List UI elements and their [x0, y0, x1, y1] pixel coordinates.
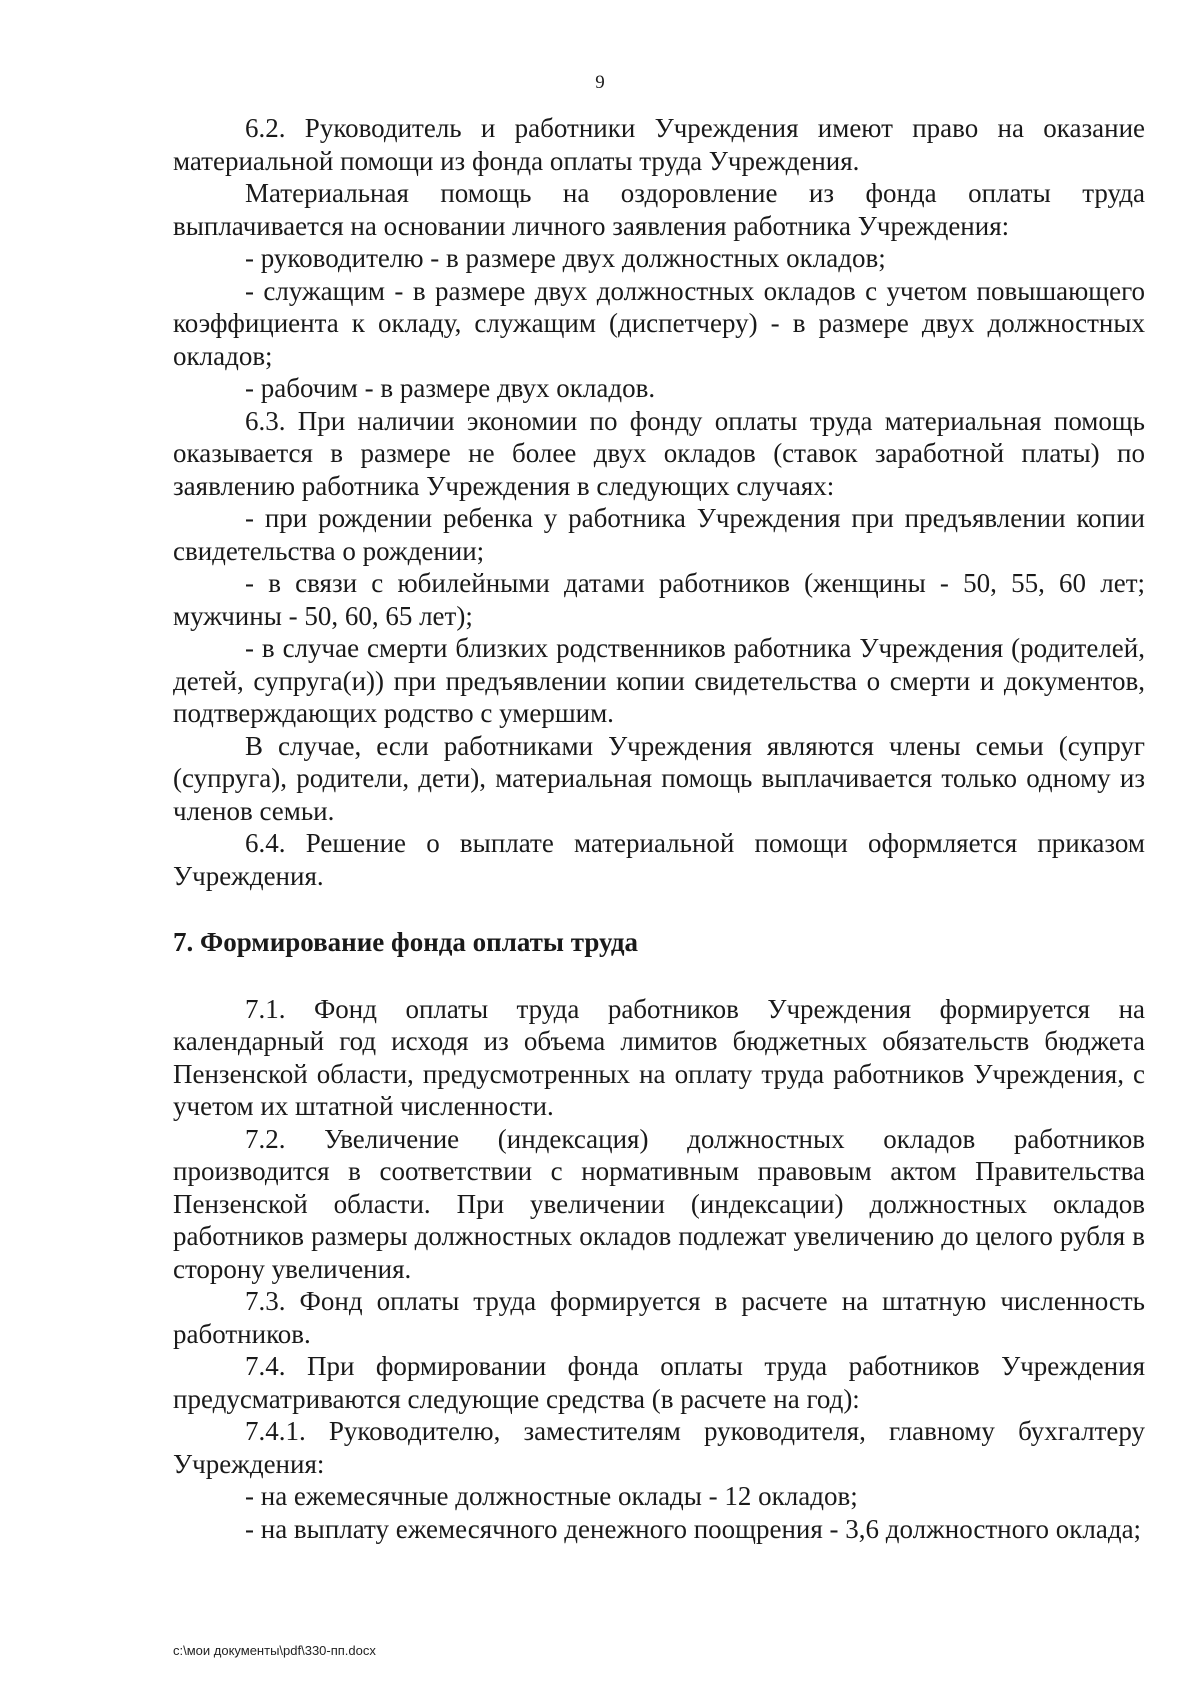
list-item-childbirth: - при рождении ребенка у работника Учреждения при предъявлении копии свидетельства о рождении; [173, 503, 1145, 566]
paragraph-7-4-1: 7.4.1. Руководителю, заместителям руководителя, главному бухгалтеру Учреждения: [173, 1416, 1145, 1479]
page-number: 9 [595, 72, 605, 93]
paragraph-material-aid: Материальная помощь на оздоровление из фонда оплаты труда выплачивается на основании личного заявления работника Учреждения: [173, 178, 1145, 241]
paragraph-7-3: 7.3. Фонд оплаты труда формируется в расчете на штатную численность работников. [173, 1286, 1145, 1349]
footer-file-path: c:\мои документы\pdf\330-пп.docx [173, 1643, 376, 1658]
paragraph-7-2: 7.2. Увеличение (индексация) должностных окладов работников производится в соответствии с нормативным правовым актом Правительства Пензенской области. При увеличении (индексации) должностных окладов работников размеры должностных окладов подлежат увеличению до целого рубля в сторону увеличения. [173, 1123, 1145, 1284]
list-item-employees: - служащим - в размере двух должностных окладов с учетом повышающего коэффициента к окладу, служащим (диспетчеру) - в размере двух должностных окладов; [173, 275, 1145, 371]
list-item-bereavement: - в случае смерти близких родственников работника Учреждения (родителей, детей, супруга(и)) при предъявлении копии свидетельства о смерти и документов, подтверждающих родство с умершим. [173, 633, 1145, 728]
list-item-anniversary: - в связи с юбилейными датами работников (женщины - 50, 55, 60 лет; мужчины - 50, 60, 65 лет); [173, 568, 1145, 631]
paragraph-6-2: 6.2. Руководитель и работники Учреждения имеют право на оказание материальной помощи из фонда оплаты труда Учреждения. [173, 113, 1145, 176]
paragraph-family-members: В случае, если работниками Учреждения являются члены семьи (супруг (супруга), родители, дети), материальная помощь выплачивается только одному из членов семьи. [173, 730, 1145, 826]
list-item-monthly-salaries: - на ежемесячные должностные оклады - 12 окладов; [245, 1481, 858, 1511]
list-item-monthly-bonus: - на выплату ежемесячного денежного поощрения - 3,6 должностного оклада; [245, 1513, 1142, 1544]
list-item-workers: - рабочим - в размере двух окладов. [245, 373, 656, 403]
paragraph-7-1: 7.1. Фонд оплаты труда работников Учреждения формируется на календарный год исходя из объема лимитов бюджетных обязательств бюджета Пензенской области, предусмотренных на оплату труда работников Учреждения, с учетом их штатной численности. [173, 993, 1145, 1121]
list-item-head: - руководителю - в размере двух должностных окладов; [245, 243, 886, 273]
section-title: 7. Формирование фонда оплаты труда [173, 927, 638, 957]
paragraph-6-3: 6.3. При наличии экономии по фонду оплаты труда материальная помощь оказывается в размере не более двух окладов (ставок заработной платы) по заявлению работника Учреждения в следующих случаях: [173, 405, 1145, 501]
paragraph-7-4: 7.4. При формировании фонда оплаты труда работников Учреждения предусматриваются следующие средства (в расчете на год): [173, 1351, 1145, 1414]
document-body [173, 112, 1145, 1545]
paragraph-6-4: 6.4. Решение о выплате материальной помощи оформляется приказом Учреждения. [173, 828, 1145, 891]
